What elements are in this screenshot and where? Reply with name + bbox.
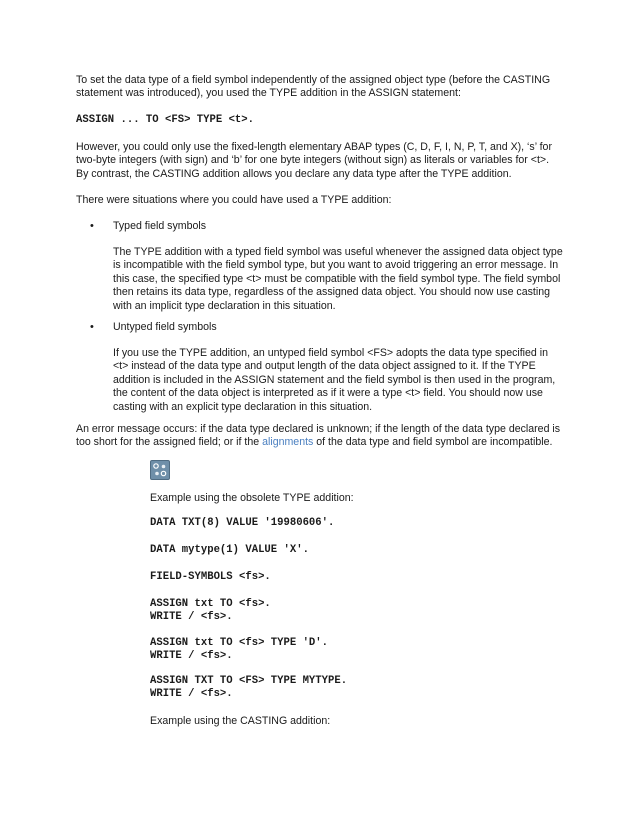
code-line: FIELD-SYMBOLS <fs>. <box>150 571 271 583</box>
alignments-link[interactable]: alignments <box>262 436 314 449</box>
situations-paragraph: There were situations where you could have used a TYPE addition: <box>76 194 392 206</box>
bullet-marker: • <box>90 220 94 232</box>
bullet-label-untyped: Untyped field symbols <box>113 321 217 333</box>
example-heading: Example using the obsolete TYPE addition: <box>150 492 354 504</box>
bullet-marker: • <box>90 321 94 333</box>
code-line: DATA mytype(1) VALUE 'X'. <box>150 544 309 556</box>
example-icon <box>150 460 170 480</box>
example-icon-glyph <box>151 461 169 479</box>
error-text-start: An error message occurs: if the data type declared is unknown; if the length of the data type declared is too short for the assigned field; or if the <box>76 423 561 449</box>
bullet-label-typed: Typed field symbols <box>113 220 207 232</box>
untyped-field-symbols-paragraph: If you use the TYPE addition, an untyped field symbol <FS> adopts the data type specified in <t> instead of the data type and output length of the data object assigned to it. If the TYPE addition is included in the ASSIGN statement and the field symbol is then used in the program, the content of the data object is interpreted as if it were a type <t> field. You should now use casting with an explicit type declaration in this situation. <box>113 347 556 413</box>
typed-field-symbols-paragraph: The TYPE addition with a typed field symbol was useful whenever the assigned data object type is incompatible with the field symbol type, but you want to avoid triggering an error message. In this case, the specified type <t> must be compatible with the field symbol type. The field symbol then retains its data type, regardless of the assigned data object. You should now use casting with an implicit type declaration in this situation. <box>113 246 563 312</box>
example-footer: Example using the CASTING addition: <box>150 715 331 727</box>
types-paragraph: However, you could only use the fixed-length elementary ABAP types (C, D, F, I, N, P, T, and X), ‘s’ for two-byte integers (with sign) and ‘b’ for one byte integers (without sign) as literals or variables for <t>. By contrast, the CASTING addition allows you declare any data type after the TYPE addition. <box>76 141 552 180</box>
code-block: ASSIGN TXT TO <FS> TYPE MYTYPE. WRITE / <fs>. <box>150 675 348 701</box>
error-paragraph <box>76 423 564 450</box>
code-line: DATA TXT(8) VALUE '19980606'. <box>150 517 335 529</box>
code-block: ASSIGN txt TO <fs>. WRITE / <fs>. <box>150 598 271 624</box>
intro-paragraph: To set the data type of a field symbol independently of the assigned object type (before the CASTING statement was introduced), you used the TYPE addition in the ASSIGN statement: <box>76 74 551 100</box>
error-text-end: of the data type and field symbol are incompatible. <box>313 436 553 449</box>
code-block: ASSIGN txt TO <fs> TYPE 'D'. WRITE / <fs>. <box>150 637 329 663</box>
assign-syntax: ASSIGN ... TO <FS> TYPE <t>. <box>76 114 255 126</box>
